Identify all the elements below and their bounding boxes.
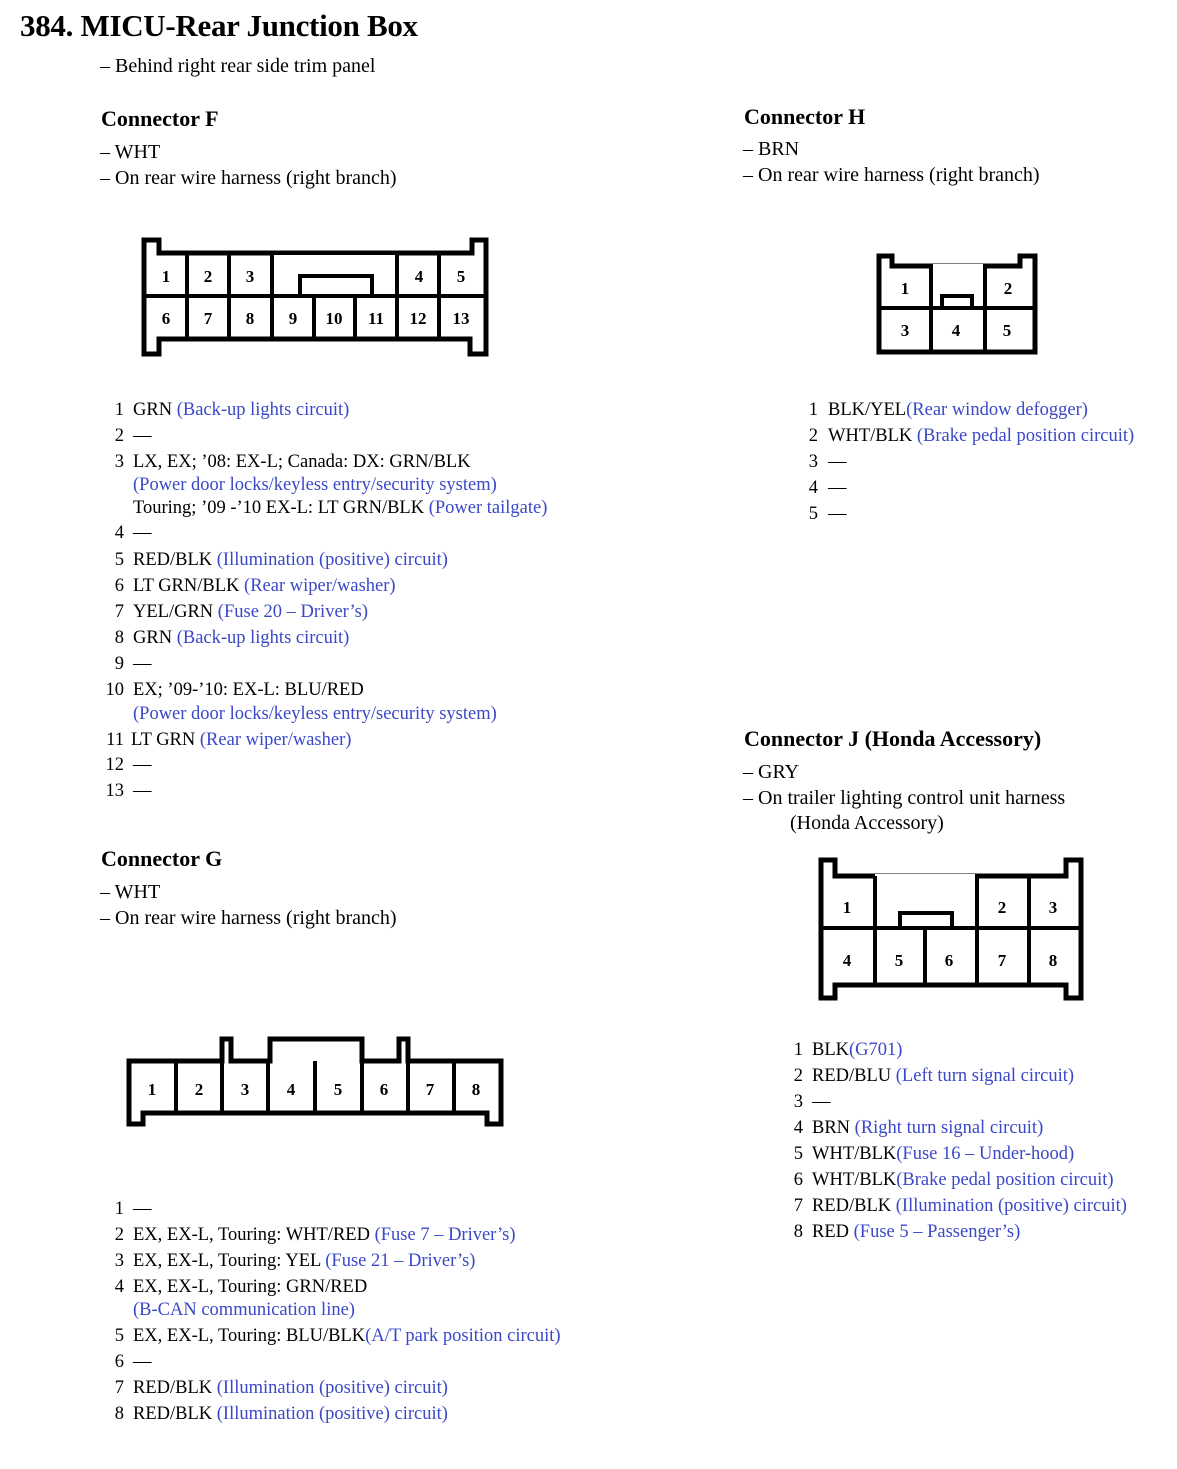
connector-j-location: – On trailer lighting control unit harness xyxy=(743,787,1066,809)
connector-h-heading: Connector H xyxy=(744,104,866,129)
connector-g-grid xyxy=(176,1061,454,1113)
connector-g-pin: 6 xyxy=(379,1080,389,1099)
page-location: – Behind right rear side trim panel xyxy=(100,55,376,77)
connector-f-pin: 4 xyxy=(414,267,424,286)
connector-h-location: – On rear wire harness (right branch) xyxy=(743,164,1040,186)
connector-j-location-note: (Honda Accessory) xyxy=(790,812,944,834)
connector-j-pin: 4 xyxy=(842,951,852,970)
connector-f-pin: 2 xyxy=(203,267,213,286)
connector-j-pin: 6 xyxy=(944,951,954,970)
connector-f-pin: 8 xyxy=(245,309,255,328)
connector-h-pin: 1 xyxy=(900,279,910,298)
connector-g-pin: 3 xyxy=(240,1080,250,1099)
connector-h-pin: 2 xyxy=(1003,279,1013,298)
connector-j-pin: 2 xyxy=(997,898,1007,917)
connector-j-color: – GRY xyxy=(743,761,800,783)
connector-f-pin: 6 xyxy=(161,309,171,328)
connector-g-color: – WHT xyxy=(100,881,161,903)
connector-f-location: – On rear wire harness (right branch) xyxy=(100,167,397,189)
connector-f-heading: Connector F xyxy=(101,106,219,131)
connector-f-color: – WHT xyxy=(100,141,161,163)
connector-j-pin: 7 xyxy=(997,951,1007,970)
connector-f-pin: 5 xyxy=(456,267,466,286)
connector-f-pin: 11 xyxy=(367,309,385,328)
connector-j-pin: 8 xyxy=(1048,951,1058,970)
connector-g-pin: 7 xyxy=(425,1080,435,1099)
connector-g-heading: Connector G xyxy=(101,846,223,871)
page-title: 384. MICU-Rear Junction Box xyxy=(20,8,418,43)
connector-f-pin: 1 xyxy=(161,267,171,286)
connector-h-pin: 4 xyxy=(951,321,961,340)
connector-h-pin: 5 xyxy=(1002,321,1012,340)
connector-j-pin: 3 xyxy=(1048,898,1058,917)
connector-g-pin: 5 xyxy=(333,1080,343,1099)
connector-f-pin: 9 xyxy=(288,309,298,328)
connector-h-pin: 3 xyxy=(900,321,910,340)
connector-f-pin: 10 xyxy=(325,309,343,328)
connector-g-pin: 8 xyxy=(471,1080,481,1099)
connector-j-pin: 5 xyxy=(894,951,904,970)
connector-j-heading: Connector J (Honda Accessory) xyxy=(744,726,1042,751)
connector-h-color: – BRN xyxy=(743,138,800,160)
connector-f-pin: 7 xyxy=(203,309,213,328)
connector-g-pin: 2 xyxy=(194,1080,204,1099)
connector-f-pin: 3 xyxy=(245,267,255,286)
connector-g-pin: 4 xyxy=(286,1080,296,1099)
connector-g-location: – On rear wire harness (right branch) xyxy=(100,907,397,929)
connector-j-pin: 1 xyxy=(842,898,852,917)
connector-f-pin: 12 xyxy=(409,309,427,328)
connector-f-pin: 13 xyxy=(452,309,470,328)
connector-g-pin: 1 xyxy=(147,1080,157,1099)
